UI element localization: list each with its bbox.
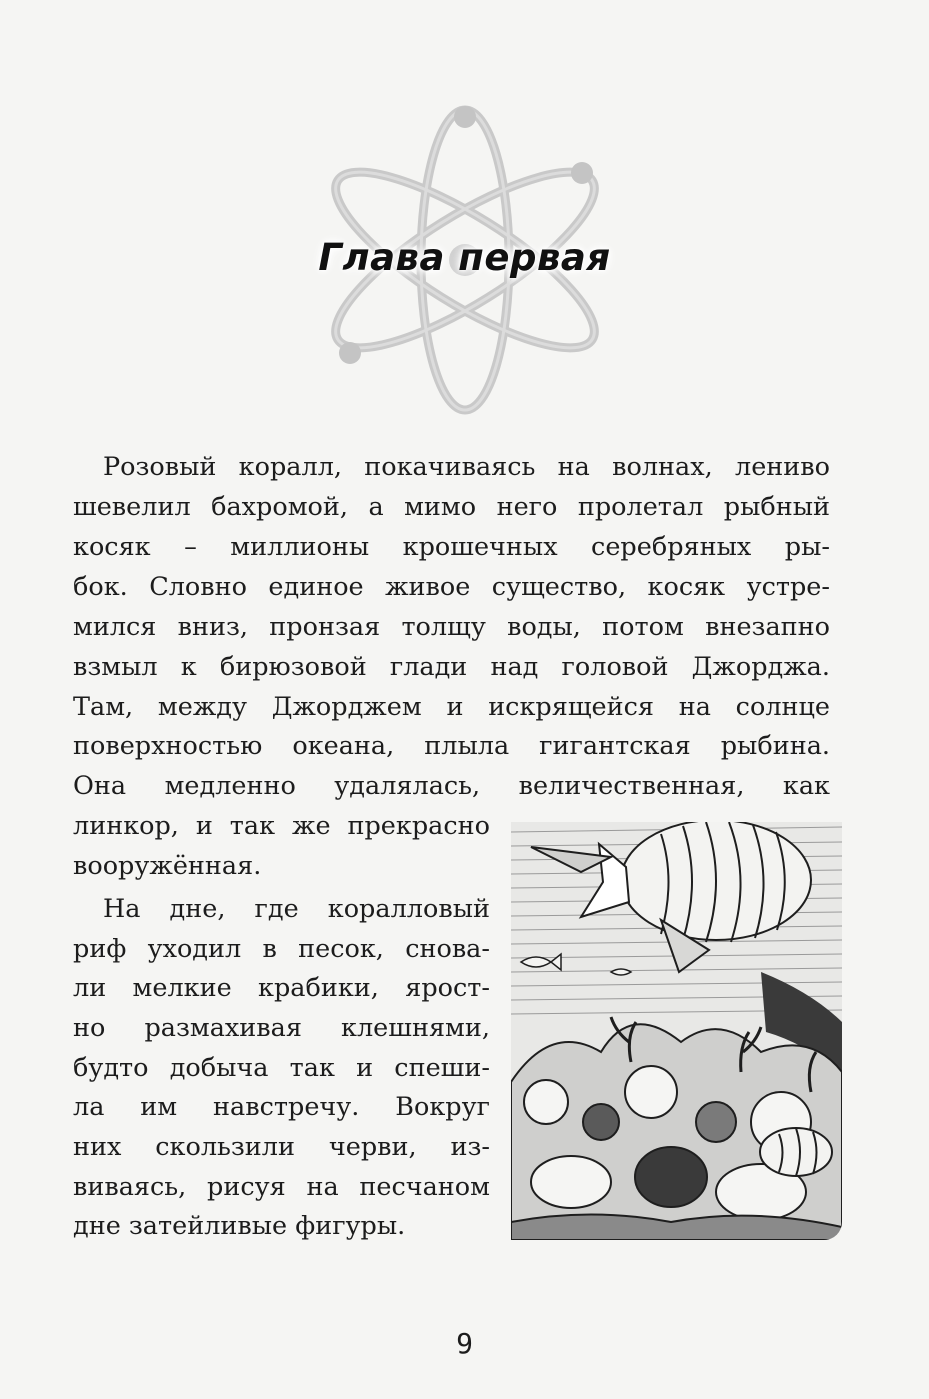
text-line: мился вниз, пронзая толщу воды, потом внезапно (73, 612, 830, 642)
text-line: взмыл к бирюзовой глади над головой Джорджа. (73, 652, 830, 682)
text-line: линкор, и так же прекрасно (73, 811, 490, 841)
text-line: Она медленно удалялась, величественная, как (73, 771, 830, 801)
coral-reef-illustration (511, 822, 842, 1240)
text-line: Там, между Джорджем и искрящейся на солнце (73, 692, 830, 722)
text-line: шевелил бахромой, а мимо него пролетал рыбный (73, 492, 830, 522)
text-line: вооружённая. (73, 851, 262, 881)
text-line: Розовый коралл, покачиваясь на волнах, лениво (103, 452, 830, 482)
text-line: бок. Словно единое живое существо, косяк устре- (73, 572, 830, 602)
text-line: но размахивая клешнями, (73, 1013, 490, 1043)
text-line: будто добыча так и спеши- (73, 1053, 490, 1083)
chapter-title: Глава первая (318, 236, 611, 279)
text-line: поверхностью океана, плыла гигантская рыбина. (73, 731, 830, 761)
page-number: 9 (456, 1327, 473, 1360)
text-line: них скользили черви, из- (73, 1132, 490, 1162)
text-line: риф уходил в песок, снова- (73, 934, 490, 964)
text-line: косяк – миллионы крошечных серебряных ры- (73, 532, 830, 562)
text-line: ла им навстречу. Вокруг (73, 1092, 490, 1122)
text-line: ли мелкие крабики, ярост- (73, 973, 490, 1003)
text-line: виваясь, рисуя на песчаном (73, 1172, 490, 1202)
text-line: дне затейливые фигуры. (73, 1211, 406, 1241)
text-line: На дне, где коралловый (103, 894, 490, 924)
